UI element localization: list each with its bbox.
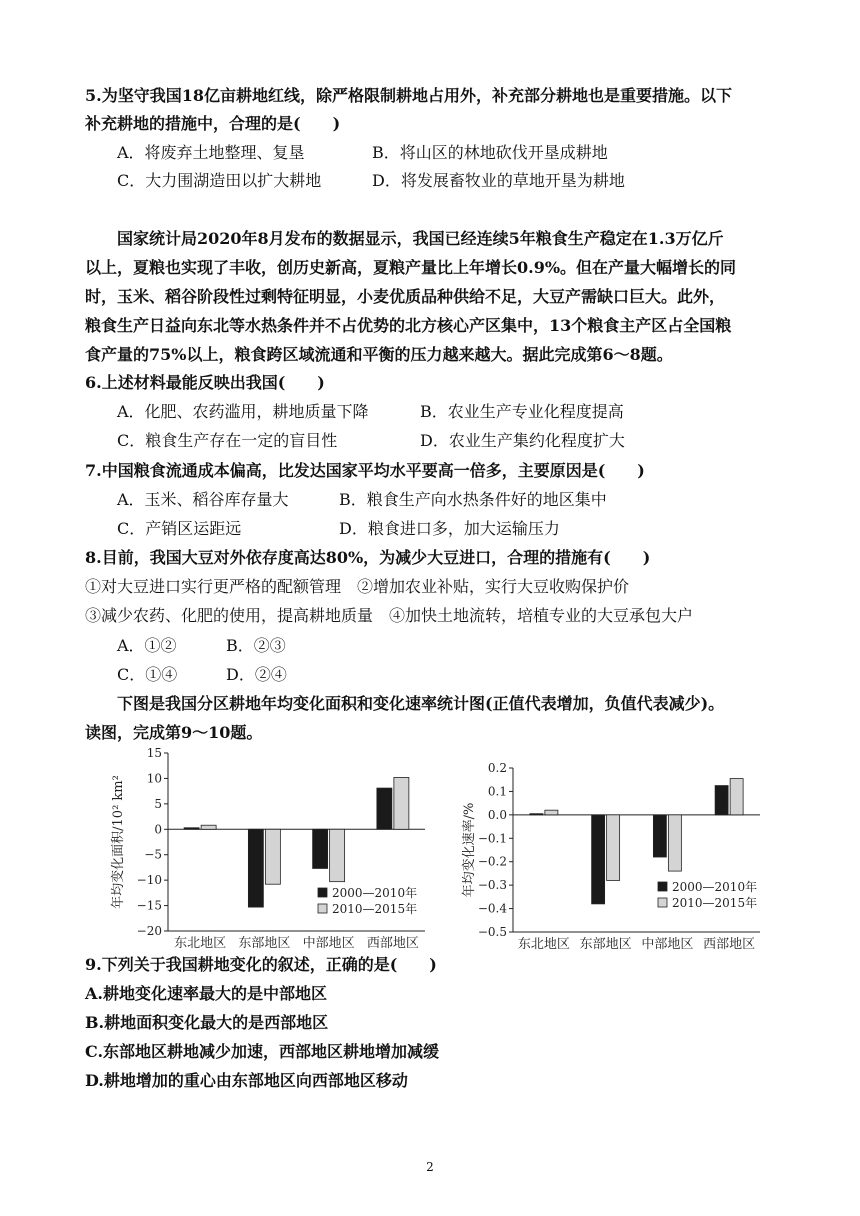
y-tick-label: −20 <box>136 924 162 938</box>
page-number: 2 <box>426 1160 434 1174</box>
q8-statements-1: ①对大豆进口实行更严格的配额管理 ②增加农业补贴，实行大豆收购保护价 <box>85 577 630 596</box>
q9-option-a: A.耕地变化速率最大的是中部地区 <box>85 984 327 1003</box>
bar-1 <box>377 788 392 829</box>
y-tick-label: 0.2 <box>487 761 507 775</box>
q9-stem: 9.下列关于我国耕地变化的叙述，正确的是( ) <box>85 955 437 974</box>
x-tick-label: 东部地区 <box>579 937 632 950</box>
x-tick-label: 东北地区 <box>517 937 570 950</box>
y-tick-label: 10 <box>146 771 162 786</box>
bar-2 <box>607 815 620 881</box>
q7-option-a: A．玉米、稻谷库存量大 <box>117 490 289 509</box>
passage1-line1: 国家统计局2020年8月发布的数据显示，我国已经连续5年粮食生产稳定在1.3万亿斤 <box>117 229 724 248</box>
legend-swatch-2 <box>318 904 327 913</box>
y-tick-label: −10 <box>136 873 162 888</box>
chart-rate-change <box>455 758 775 950</box>
bar-2 <box>668 815 681 871</box>
y-tick-label: 5 <box>154 796 162 811</box>
q8-option-a: A．①② <box>117 636 177 655</box>
y-tick-label: −0.4 <box>477 901 507 916</box>
x-tick-label: 中部地区 <box>302 936 355 950</box>
q8-option-d: D．②④ <box>226 665 287 684</box>
legend-label: 2010—2015年 <box>332 902 418 916</box>
q8-option-b: B．②③ <box>226 636 286 655</box>
legend-label: 2010—2015年 <box>672 896 758 910</box>
passage2-line1: 下图是我国分区耕地年均变化面积和变化速率统计图(正值代表增加，负值代表减少)。 <box>117 694 725 713</box>
q9-option-c: C.东部地区耕地减少加速，西部地区耕地增加减缓 <box>85 1042 440 1061</box>
y-axis-title: 年均变化面积/10² km² <box>111 775 126 909</box>
q5-option-d: D．将发展畜牧业的草地开垦为耕地 <box>372 171 625 190</box>
q5-stem-line1: 5.为坚守我国18亿亩耕地红线，除严格限制耕地占用外，补充部分耕地也是重要措施。以下 <box>85 86 732 105</box>
q7-option-d: D．粮食进口多，加大运输压力 <box>339 519 560 538</box>
bar-2 <box>201 825 216 829</box>
bar-1 <box>248 829 263 907</box>
y-tick-label: 15 <box>146 746 162 760</box>
bar-1 <box>715 786 728 815</box>
legend-swatch-1 <box>318 888 327 897</box>
y-tick-label: −0.5 <box>477 925 507 939</box>
q8-stem: 8.目前，我国大豆对外依存度高达80%，为减少大豆进口，合理的措施有( ) <box>85 548 651 567</box>
bar-2 <box>394 777 409 829</box>
q5-option-a: A．将废弃土地整理、复垦 <box>117 143 305 162</box>
x-tick-label: 中部地区 <box>641 937 694 950</box>
legend-swatch-2 <box>658 898 667 907</box>
y-tick-label: 0.0 <box>487 807 507 822</box>
passage1-line5: 食产量的75%以上，粮食跨区域流通和平衡的压力越来越大。据此完成第6～8题。 <box>85 345 673 364</box>
bar-2 <box>545 810 558 815</box>
bar-2 <box>265 829 280 884</box>
passage1-line2: 以上，夏粮也实现了丰收，创历史新高，夏粮产量比上年增长0.9%。但在产量大幅增长的同 <box>85 258 737 277</box>
y-axis-title: 年均变化速率/% <box>462 802 477 898</box>
q6-option-d: D．农业生产集约化程度扩大 <box>420 431 625 450</box>
q7-option-c: C．产销区运距远 <box>117 519 242 538</box>
bar-1 <box>530 814 543 815</box>
q8-option-c: C．①④ <box>117 665 178 684</box>
x-tick-label: 东北地区 <box>174 936 227 950</box>
q5-option-c: C．大力围湖造田以扩大耕地 <box>117 171 322 190</box>
x-tick-label: 西部地区 <box>366 936 419 950</box>
bar-1 <box>592 815 605 904</box>
q9-option-b: B.耕地面积变化最大的是西部地区 <box>85 1013 329 1032</box>
q6-option-c: C．粮食生产存在一定的盲目性 <box>117 431 338 450</box>
bar-2 <box>330 829 345 881</box>
y-tick-label: −5 <box>144 847 162 862</box>
y-tick-label: −0.2 <box>477 854 507 869</box>
passage2-line2: 读图，完成第9～10题。 <box>85 723 263 742</box>
y-tick-label: −15 <box>136 898 162 913</box>
y-tick-label: 0.1 <box>487 784 507 799</box>
y-tick-label: −0.1 <box>477 831 507 846</box>
bar-1 <box>313 829 328 868</box>
y-tick-label: −0.3 <box>477 878 507 893</box>
q9-option-d: D.耕地增加的重心由东部地区向西部地区移动 <box>85 1071 408 1090</box>
x-tick-label: 西部地区 <box>703 937 756 950</box>
passage1-line4: 粮食生产日益向东北等水热条件并不占优势的北方核心产区集中，13个粮食主产区占全国粮 <box>85 316 732 335</box>
legend-swatch-1 <box>658 882 667 891</box>
q7-stem: 7.中国粮食流通成本偏高，比发达国家平均水平要高一倍多，主要原因是( ) <box>85 461 645 480</box>
legend-label: 2000—2010年 <box>672 880 758 894</box>
q5-stem-line2: 补充耕地的措施中，合理的是( ) <box>85 114 341 133</box>
legend-label: 2000—2010年 <box>332 886 418 900</box>
y-tick-label: 0 <box>154 822 162 837</box>
chart-area-change <box>100 745 440 950</box>
bar-1 <box>653 815 666 857</box>
x-tick-label: 东部地区 <box>238 936 291 950</box>
q6-option-a: A．化肥、农药滥用，耕地质量下降 <box>117 402 369 421</box>
q7-option-b: B．粮食生产向水热条件好的地区集中 <box>339 490 607 509</box>
q5-option-b: B．将山区的林地砍伐开垦成耕地 <box>372 143 608 162</box>
passage1-line3: 时，玉米、稻谷阶段性过剩特征明显，小麦优质品种供给不足，大豆产需缺口巨大。此外， <box>85 287 726 306</box>
bar-2 <box>730 779 743 815</box>
q8-statements-2: ③减少农药、化肥的使用，提高耕地质量 ④加快土地流转，培植专业的大豆承包大户 <box>85 606 694 625</box>
bar-1 <box>184 828 199 830</box>
q6-stem: 6.上述材料最能反映出我国( ) <box>85 373 325 392</box>
q6-option-b: B．农业生产专业化程度提高 <box>420 402 624 421</box>
